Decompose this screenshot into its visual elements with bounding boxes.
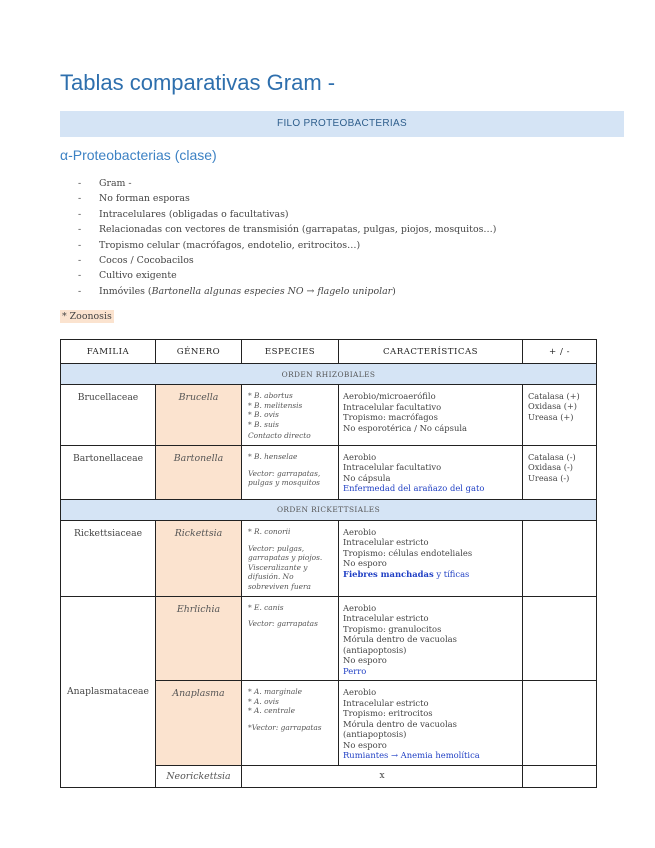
list-item: - Relacionadas con vectores de transmisión (garrapatas, pulgas, piojos, mosquitos…) <box>78 224 497 236</box>
family-cell: Anaplasmataceae <box>61 596 156 787</box>
species-cell: * R. conorii Vector: pulgas, garrapatas y piojos. Visceralizante y difusión. No sobreviven fuera <box>242 520 339 596</box>
order-row <box>61 499 597 520</box>
list-item: - Intracelulares (obligadas o facultativas) <box>78 208 289 220</box>
genus-cell: Ehrlichia <box>156 596 242 681</box>
list-item: - Tropismo celular (macrófagos, endotelio, eritrocitos…) <box>78 239 361 251</box>
header-especies: ESPECIES <box>242 340 339 364</box>
header-familia: FAMILIA <box>61 340 156 364</box>
list-item: - Cultivo exigente <box>78 270 177 282</box>
phylum-banner: FILO PROTEOBACTERIAS <box>60 111 624 137</box>
species-cell: * E. canis Vector: garrapatas <box>242 596 339 681</box>
features-cell: Aerobio/microaerófilo Intracelular facultativo Tropismo: macrófagos No esporotérica / No cápsula <box>339 385 523 446</box>
list-item: - Cocos / Cocobacilos <box>78 254 194 266</box>
table-row <box>61 520 597 596</box>
species-cell: * B. henselae Vector: garrapatas, pulgas y mosquitos <box>242 445 339 499</box>
genus-cell: Brucella <box>156 385 242 446</box>
species-cell: * B. abortus * B. melitensis * B. ovis * B. suis Contacto directo <box>242 385 339 446</box>
header-genero: GÉNERO <box>156 340 242 364</box>
tests-cell <box>523 765 597 787</box>
list-item: - Gram - <box>78 178 132 189</box>
table-header-row <box>61 340 597 364</box>
class-subtitle: α-Proteobacterias (clase) <box>60 147 217 163</box>
family-cell: Bartonellaceae <box>61 445 156 499</box>
table-row <box>61 596 597 681</box>
genus-cell: Anaplasma <box>156 681 242 766</box>
genus-cell: Neorickettsia <box>156 765 242 787</box>
list-item: - Inmóviles (Bartonella algunas especies NO → flagelo unipolar) <box>78 285 396 297</box>
order-row <box>61 364 597 385</box>
order-rhizobiales: ORDEN RHIZOBIALES <box>61 364 597 385</box>
header-plus-minus: + / - <box>523 340 597 364</box>
genus-cell: Bartonella <box>156 445 242 499</box>
tests-cell: Catalasa (+) Oxidasa (+) Ureasa (+) <box>523 385 597 446</box>
comparison-table <box>60 339 597 788</box>
header-caracteristicas: CARACTERÍSTICAS <box>339 340 523 364</box>
tests-cell: Catalasa (-) Oxidasa (-) Ureasa (-) <box>523 445 597 499</box>
features-cell: Aerobio Intracelular estricto Tropismo: granulocitos Mórula dentro de vacuolas (antiapoptosis) No esporo Perro <box>339 596 523 681</box>
family-cell: Brucellaceae <box>61 385 156 446</box>
genus-cell: Rickettsia <box>156 520 242 596</box>
features-cell: Aerobio Intracelular facultativo No cápsula Enfermedad del arañazo del gato <box>339 445 523 499</box>
zoonosis-note: * Zoonosis <box>62 311 112 322</box>
characteristics-list <box>78 176 496 299</box>
tests-cell <box>523 681 597 766</box>
features-cell: Aerobio Intracelular estricto Tropismo: células endoteliales No esporo Fiebres manchadas y tíficas <box>339 520 523 596</box>
family-cell: Rickettsiaceae <box>61 520 156 596</box>
tests-cell <box>523 596 597 681</box>
empty-mark-cell: x <box>242 765 523 787</box>
table-row <box>61 445 597 499</box>
tests-cell <box>523 520 597 596</box>
order-rickettsiales: ORDEN RICKETTSIALES <box>61 499 597 520</box>
species-cell: * A. marginale * A. ovis * A. centrale *Vector: garrapatas <box>242 681 339 766</box>
list-item: - No forman esporas <box>78 193 190 205</box>
features-cell: Aerobio Intracelular estricto Tropismo: eritrocitos Mórula dentro de vacuolas (antiapoptosis) No esporo Rumiantes → Anemia hemolítica <box>339 681 523 766</box>
table-row <box>61 385 597 446</box>
page-title: Tablas comparativas Gram - <box>60 70 336 95</box>
